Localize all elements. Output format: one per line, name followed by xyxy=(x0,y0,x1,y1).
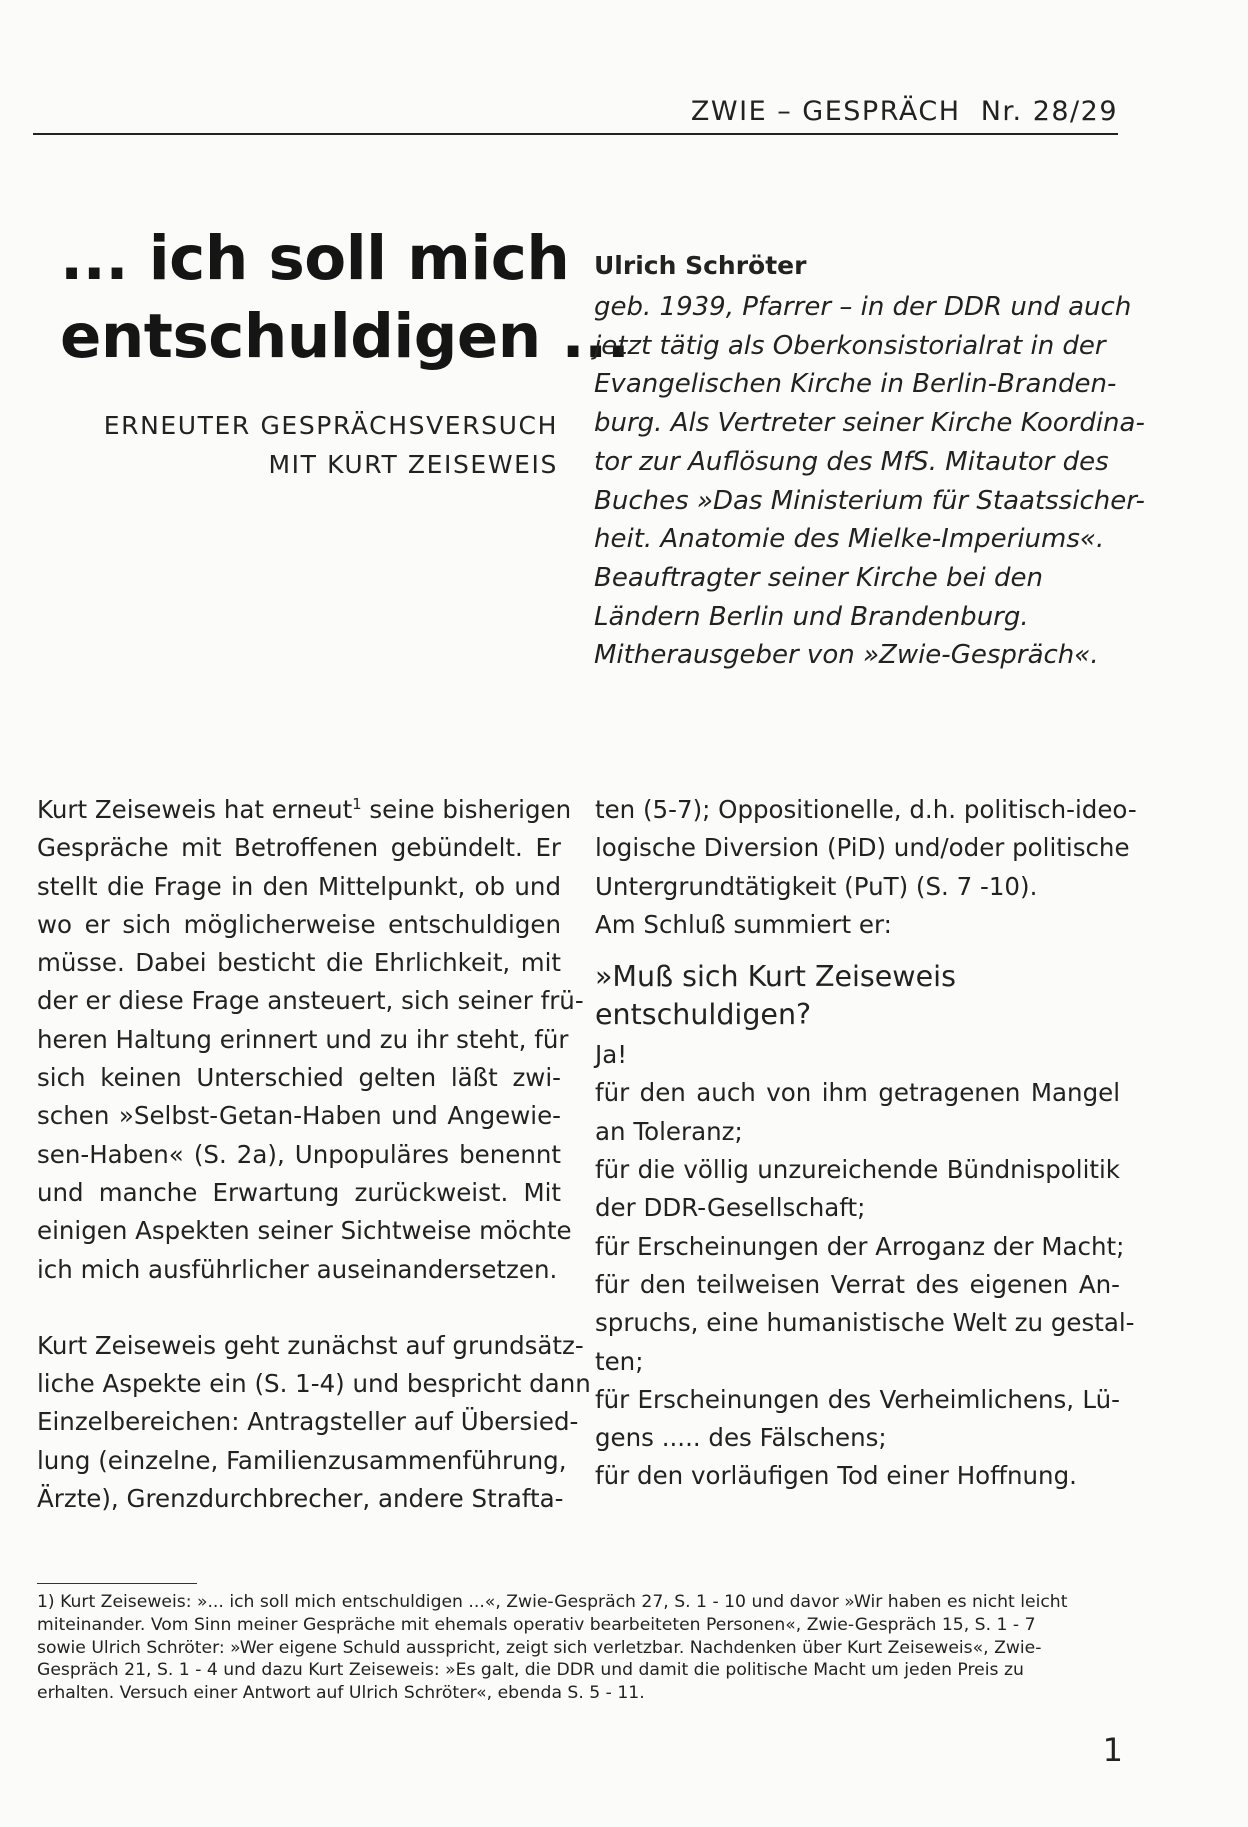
body-line: ten (5-7); Oppositionelle, d.h. politisch-ideo- xyxy=(595,795,1137,824)
body-line: Am Schluß summiert er: xyxy=(595,909,892,939)
quote-line: für Erscheinungen der Arroganz der Macht; xyxy=(595,1231,1125,1261)
journal-name: ZWIE – GESPRÄCH xyxy=(690,96,961,127)
page-number: 1 xyxy=(1102,1731,1123,1769)
body-line: sen-Haben« (S. 2a), Unpopuläres benennt xyxy=(37,1139,561,1169)
title-line: entschuldigen ... xyxy=(60,301,630,372)
body-line: der er diese Frage ansteuert, sich seiner frü- xyxy=(37,986,584,1016)
quote-line: ten; xyxy=(595,1346,644,1376)
bio-line: Beauftragter seiner Kirche bei den xyxy=(594,562,1044,593)
body-line xyxy=(37,791,572,829)
quote-line: Ja! xyxy=(595,1040,628,1070)
author-bio xyxy=(594,288,1145,675)
article-subtitle xyxy=(60,406,558,484)
body-column-left xyxy=(37,791,591,1518)
footnote-line: miteinander. Vom Sinn meiner Gespräche mit ehemals operativ bearbeiteten Personen«, Zwie-Gespräch 15, S. 1 - 7 xyxy=(37,1614,1036,1635)
quote-heading-line: entschuldigen? xyxy=(595,998,812,1032)
article-title xyxy=(60,220,630,376)
quote-line: für den teilweisen Verrat des eigenen An- xyxy=(595,1269,1120,1299)
body-line: ich mich ausführlicher auseinandersetzen. xyxy=(37,1254,558,1284)
body-column-right xyxy=(595,791,1137,1496)
body-line: Gespräche mit Betroffenen gebündelt. Er xyxy=(37,833,561,863)
footnote-line: sowie Ulrich Schröter: »Wer eigene Schuld ausspricht, zeigt sich verletzbar. Nachdenken über Kurt Zeiseweis«, Zwie- xyxy=(37,1637,1042,1658)
subtitle-line: ERNEUTER GESPRÄCHSVERSUCH xyxy=(103,411,558,440)
quote-heading-line: »Muß sich Kurt Zeiseweis xyxy=(595,960,956,994)
body-text: seine bisherigen xyxy=(361,795,572,824)
quote-line: gens ..... des Fälschens; xyxy=(595,1423,887,1453)
bio-line: Mitherausgeber von »Zwie-Gespräch«. xyxy=(594,640,1099,671)
bio-line: Buches »Das Ministerium für Staatssicher- xyxy=(594,485,1145,516)
body-line: Untergrundtätigkeit (PuT) (S. 7 -10). xyxy=(595,871,1038,901)
body-line: müsse. Dabei besticht die Ehrlichkeit, mit xyxy=(37,948,561,978)
body-line: lung (einzelne, Familienzusammenführung, xyxy=(37,1445,567,1475)
quote-line: für die völlig unzureichende Bündnispolitik xyxy=(595,1155,1120,1185)
footnote xyxy=(37,1591,1126,1705)
issue-number: Nr. 28/29 xyxy=(980,96,1118,127)
footnote-line: Gespräch 21, S. 1 - 4 und dazu Kurt Zeiseweis: »Es galt, die DDR und damit die politische Macht um jeden Preis zu xyxy=(37,1660,1024,1681)
body-line: einigen Aspekten seiner Sichtweise möchte xyxy=(37,1216,572,1246)
quote-line: für den vorläufigen Tod einer Hoffnung. xyxy=(595,1461,1077,1491)
bio-line: Ländern Berlin und Brandenburg. xyxy=(594,601,1029,632)
body-line: logische Diversion (PiD) und/oder politische xyxy=(595,833,1130,863)
quote-line: für den auch von ihm getragenen Mangel xyxy=(595,1078,1120,1108)
title-line: ... ich soll mich xyxy=(60,223,570,294)
quote-line: an Toleranz; xyxy=(595,1116,743,1146)
body-line: stellt die Frage in den Mittelpunkt, ob und xyxy=(37,871,561,901)
paragraph-gap xyxy=(37,1289,561,1327)
body-line: wo er sich möglicherweise entschuldigen xyxy=(37,909,561,939)
author-name: Ulrich Schröter xyxy=(594,251,807,280)
bio-line: geb. 1939, Pfarrer – in der DDR und auch xyxy=(594,292,1132,322)
bio-line: jetzt tätig als Oberkonsistorialrat in der xyxy=(594,330,1106,361)
footnote-ref[interactable]: 1 xyxy=(352,795,362,813)
subtitle-line: MIT KURT ZEISEWEIS xyxy=(268,450,558,479)
body-line: schen »Selbst-Getan-Haben und Angewie- xyxy=(37,1101,561,1131)
header-rule xyxy=(33,133,1118,135)
footnote-rule xyxy=(37,1583,197,1584)
quote-line: der DDR-Gesellschaft; xyxy=(595,1193,866,1223)
body-line: heren Haltung erinnert und zu ihr steht, für xyxy=(37,1024,569,1054)
body-line: liche Aspekte ein (S. 1-4) und bespricht dann xyxy=(37,1369,591,1399)
body-line: und manche Erwartung zurückweist. Mit xyxy=(37,1177,561,1207)
footnote-line: erhalten. Versuch einer Antwort auf Ulrich Schröter«, ebenda S. 5 - 11. xyxy=(37,1683,645,1704)
quote-heading xyxy=(595,958,1120,1034)
quote-line: für Erscheinungen des Verheimlichens, Lü- xyxy=(595,1384,1120,1414)
bio-line: Evangelischen Kirche in Berlin-Branden- xyxy=(594,369,1117,400)
body-line: Ärzte), Grenzdurchbrecher, andere Strafta- xyxy=(37,1484,564,1514)
bio-line: burg. Als Vertreter seiner Kirche Koordina- xyxy=(594,408,1145,439)
bio-line: tor zur Auflösung des MfS. Mitautor des xyxy=(594,446,1109,477)
running-header xyxy=(691,96,1118,127)
footnote-line: 1) Kurt Zeiseweis: »... ich soll mich entschuldigen ...«, Zwie-Gespräch 27, S. 1 - 10 und davor »Wir haben es nicht leicht xyxy=(37,1592,1068,1612)
quote-line: spruchs, eine humanistische Welt zu gestal- xyxy=(595,1308,1135,1338)
body-line: Kurt Zeiseweis geht zunächst auf grundsätz- xyxy=(37,1330,584,1360)
body-text: Kurt Zeiseweis hat erneut xyxy=(37,795,353,824)
bio-line: heit. Anatomie des Mielke-Imperiums«. xyxy=(594,524,1105,555)
body-line: Einzelbereichen: Antragsteller auf Übersied- xyxy=(37,1407,579,1437)
body-line: sich keinen Unterschied gelten läßt zwi- xyxy=(37,1063,561,1093)
